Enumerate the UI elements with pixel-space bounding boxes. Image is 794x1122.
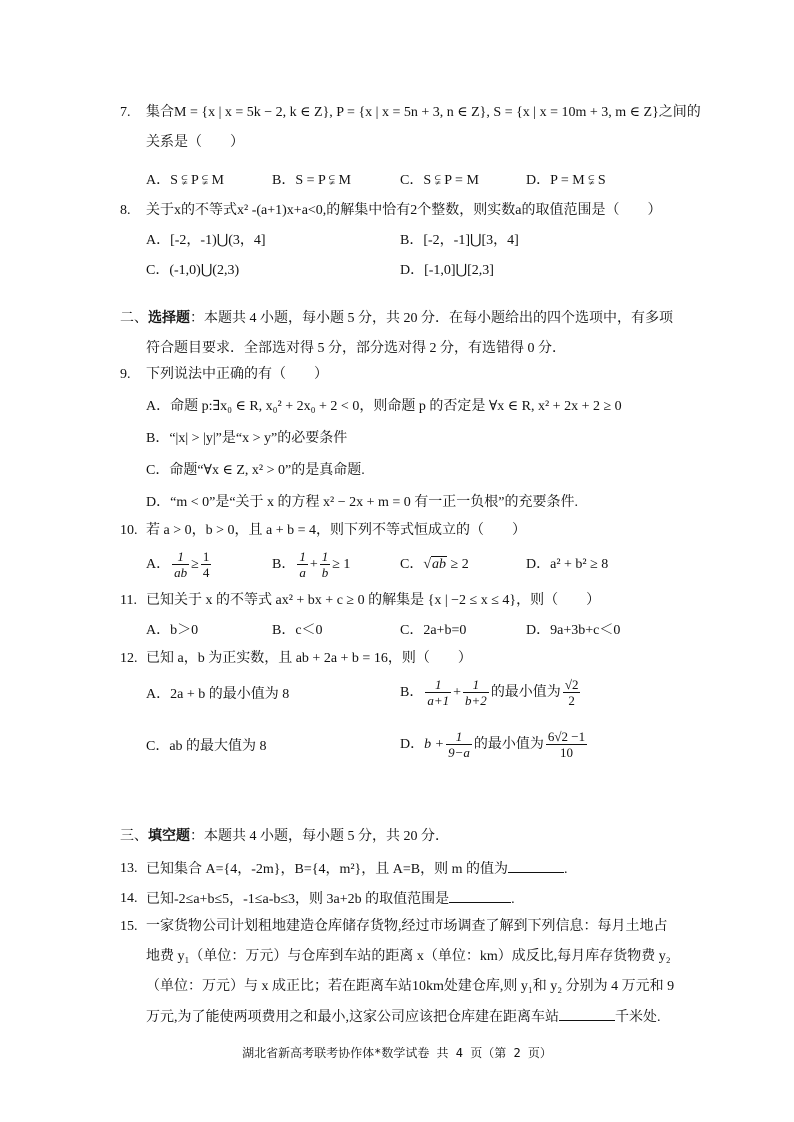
q12-stem: 已知 a，b 为正实数，且 ab + 2a + b = 16，则（ ） [146, 651, 472, 666]
q15-line-3: （单位：万元）与 x 成正比；若在距离车站10km处建仓库,则 y₁和 y₂ 分别为 4 万元和 9 [146, 979, 675, 994]
q9-number: 9. [120, 367, 131, 382]
q10-option-b: B． $\frac{1}{a}$ + $\frac{1}{b}$ ≥ 1 [272, 549, 351, 581]
q7-option-a: A．S ⫋ P ⫋ M [146, 173, 224, 188]
answer-blank[interactable] [559, 1008, 615, 1021]
q7-stem-cont: 关系是（ ） [146, 135, 244, 150]
q13-text: 已知集合 A={4，-2m}，B={4，m²}，且 A=B，则 m 的值为 [146, 862, 508, 877]
q15-number: 15. [120, 919, 138, 934]
sqrt-sign: √ [423, 557, 432, 572]
q11-stem: 已知关于 x 的不等式 ax² + bx + c ≥ 0 的解集是 {x | −2 ≤ x ≤ 4}，则（ ） [146, 593, 601, 608]
section-3-prefix: 三、 [120, 829, 148, 844]
q7-option-b: B．S = P ⫋ M [272, 173, 351, 188]
q10-option-d: D．a² + b² ≥ 8 [526, 557, 609, 572]
q8-option-b: B．[-2，-1]⋃[3，4] [400, 233, 519, 248]
q7-stem: 集合M = {x | x = 5k − 2, k ∈ Z}, P = {x | x = 5n + 3, n ∈ Z}, S = {x | x = 10m + 3, m ∈ Z}之间的 [146, 105, 701, 120]
q15-text: 万元,为了能使两项费用之和最小,这家公司应该把仓库建在距离车站 [146, 1010, 559, 1025]
q8-option-d: D．[-1,0]⋃[2,3] [400, 263, 494, 278]
q15-line-1: 一家货物公司计划租地建造仓库储存货物,经过市场调查了解到下列信息：每月土地占 [146, 919, 668, 934]
q12-option-d: D．b + $\frac{1}{9-a}$ 的最小值为 $\frac{6√2 -1}{10}$ [400, 729, 586, 761]
q11-number: 11. [120, 593, 137, 608]
q8-number: 8. [120, 203, 131, 218]
fraction: $\frac{1}{b+2}$ [465, 677, 487, 709]
section-2-heading [120, 310, 673, 328]
q7-option-d: D．P = M ⫋ S [526, 173, 606, 188]
q8-stem: 关于x的不等式x² -(a+1)x+a<0,的解集中恰有2个整数，则实数a的取值范围是（ ） [146, 203, 662, 218]
q12-option-c: C．ab 的最大值为 8 [146, 739, 267, 754]
answer-blank[interactable] [449, 890, 511, 903]
section-3-heading [120, 828, 449, 846]
section-2-title: 选择题 [148, 311, 190, 326]
fraction: $\frac{1}{9-a}$ [448, 729, 470, 761]
q8-option-c: C．(-1,0)⋃(2,3) [146, 263, 240, 278]
q9-stem: 下列说法中正确的有（ ） [146, 367, 328, 382]
option-label: B． [400, 685, 424, 700]
q9-option-b: B．“|x| > |y|”是“x > y”的必要条件 [146, 431, 348, 446]
q9-option-a: A．命题 p:∃x₀ ∈ R, x₀² + 2x₀ + 2 < 0，则命题 p 的否定是 ∀x ∈ R, x² + 2x + 2 ≥ 0 [146, 399, 622, 414]
q10-option-c: C．√ab ≥ 2 [400, 557, 469, 572]
fraction: $\frac{1}{ab}$ [174, 549, 188, 581]
option-label: C． [400, 557, 424, 572]
q12-option-a: A．2a + b 的最小值为 8 [146, 687, 290, 702]
answer-blank[interactable] [508, 860, 564, 873]
section-3-instructions: ：本题共 4 小题，每小题 5 分，共 20 分． [190, 829, 449, 844]
q11-option-b: B．c＜0 [272, 623, 323, 638]
q10-option-a: A． $\frac{1}{ab}$ ≥ $\frac{1}{4}$ [146, 549, 210, 581]
fraction: $\frac{1}{a}$ [299, 549, 306, 581]
q14-text: 已知-2≤a+b≤5，-1≤a-b≤3，则 3a+2b 的取值范围是 [146, 892, 450, 907]
q7-option-c: C．S ⫋ P = M [400, 173, 479, 188]
fraction: $\frac{1}{b}$ [321, 549, 329, 581]
option-label: B． [272, 557, 296, 572]
q9-option-d: D．“m < 0”是“关于 x 的方程 x² − 2x + m = 0 有一正一负根”的充要条件. [146, 495, 579, 510]
q14-number: 14. [120, 891, 138, 906]
q12-option-b: B． $\frac{1}{a+1}$ + $\frac{1}{b+2}$ 的最小值为 $\frac{√2}{2}$ [400, 677, 579, 709]
q10-stem: 若 a > 0，b > 0，且 a + b = 4，则下列不等式恒成立的（ ） [146, 523, 527, 538]
q11-option-c: C．2a+b=0 [400, 623, 467, 638]
q8-option-a: A．[-2，-1)⋃(3，4] [146, 233, 266, 248]
q15-line-2: 地费 y₁（单位：万元）与仓库到车站的距离 x（单位：km）成反比,每月库存货物费 y₂ [146, 949, 671, 964]
option-label: A． [146, 557, 171, 572]
section-2-instructions-cont: 符合题目要求．全部选对得 5 分，部分选对得 2 分，有选错得 0 分． [146, 341, 566, 356]
fraction: $\frac{1}{a+1}$ [427, 677, 450, 709]
q12-number: 12. [120, 651, 138, 666]
fraction: $\frac{√2}{2}$ [564, 677, 579, 709]
q13-stem: 已知集合 A={4，-2m}，B={4，m²}，且 A=B，则 m 的值为 . [146, 862, 568, 877]
section-3-title: 填空题 [148, 829, 190, 844]
q13-number: 13. [120, 861, 138, 876]
q11-option-d: D．9a+3b+c＜0 [526, 623, 621, 638]
section-2-prefix: 二、 [120, 311, 148, 326]
fraction: $\frac{6√2 -1}{10}$ [547, 729, 586, 761]
q10-number: 10. [120, 523, 138, 538]
radicand: ab [432, 557, 447, 572]
option-label: D． [400, 737, 425, 752]
q11-option-a: A．b＞0 [146, 623, 199, 638]
q14-stem: 已知-2≤a+b≤5，-1≤a-b≤3，则 3a+2b 的取值范围是 . [146, 892, 515, 907]
fraction: $\frac{1}{4}$ [202, 549, 210, 581]
section-2-instructions: ：本题共 4 小题，每小题 5 分，共 20 分．在每小题给出的四个选项中，有多项 [190, 311, 673, 326]
page-footer: 湖北省新高考联考协作体*数学试卷 共 4 页（第 2 页） [242, 1046, 552, 1060]
q15-line-4: 万元,为了能使两项费用之和最小,这家公司应该把仓库建在距离车站 千米处. [146, 1010, 661, 1025]
q7-number: 7. [120, 105, 131, 120]
q9-option-c: C．命题“∀x ∈ Z, x² > 0”的是真命题. [146, 463, 365, 478]
